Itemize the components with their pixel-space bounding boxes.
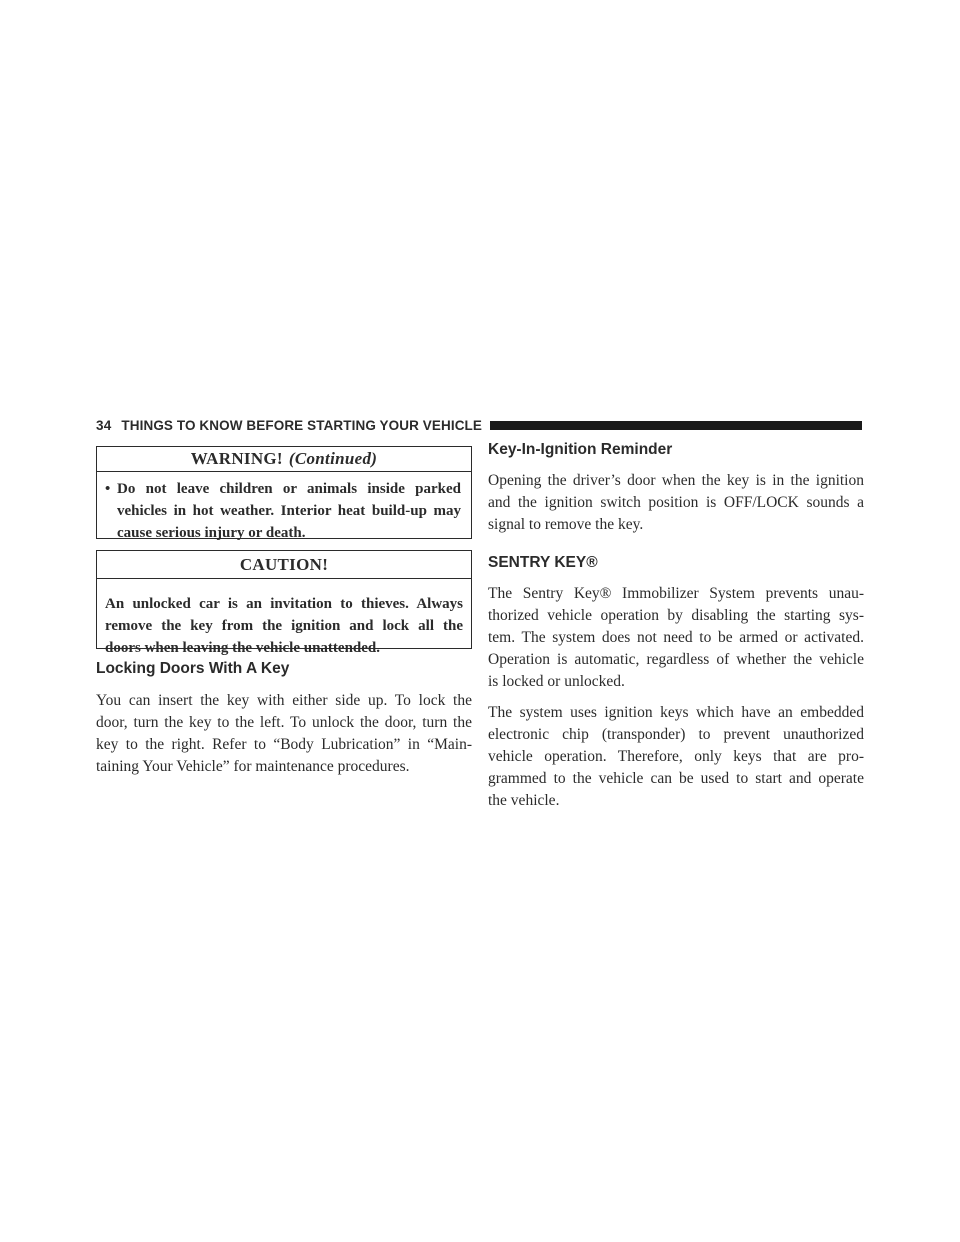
caution-text xyxy=(97,579,471,659)
paragraph-line: tem. The system does not need to be armed or activated. xyxy=(488,629,864,646)
sentry-key-paragraph-2 xyxy=(488,702,864,812)
header-rule xyxy=(490,421,862,430)
key-in-ignition-heading: Key-In-Ignition Reminder xyxy=(488,441,673,458)
paragraph-line: Operation is automatic, regardless of whether the vehicle xyxy=(488,651,864,668)
paragraph-line: is locked or unlocked. xyxy=(488,673,625,690)
caution-line: remove the key from the ignition and lock all the xyxy=(105,618,463,634)
paragraph-line: vehicle operation. Therefore, only keys that are pro- xyxy=(488,748,864,765)
warning-text xyxy=(117,478,461,544)
page-header xyxy=(96,416,862,434)
paragraph-line: The system uses ignition keys which have an embedded xyxy=(488,704,864,721)
caution-box xyxy=(96,550,472,656)
paragraph-line: key to the right. Refer to “Body Lubrication” in “Main- xyxy=(96,736,472,753)
sentry-key-heading: SENTRY KEY® xyxy=(488,554,598,571)
warning-continued: (Continued) xyxy=(288,449,378,468)
warning-line: cause serious injury or death. xyxy=(117,525,306,541)
paragraph-line: electronic chip (transponder) to prevent unauthorized xyxy=(488,726,864,743)
paragraph-line: thorized vehicle operation by disabling the starting sys- xyxy=(488,607,864,624)
page-number: 34 xyxy=(96,417,112,433)
paragraph-line: door, turn the key to the left. To unlock the door, turn the xyxy=(96,714,472,731)
paragraph-line: signal to remove the key. xyxy=(488,516,644,533)
paragraph-line: taining Your Vehicle” for maintenance procedures. xyxy=(96,758,410,775)
warning-header xyxy=(97,447,471,472)
locking-doors-heading: Locking Doors With A Key xyxy=(96,660,290,677)
locking-doors-paragraph xyxy=(96,690,472,778)
paragraph-line: and the ignition switch position is OFF/LOCK sounds a xyxy=(488,494,864,511)
warning-line: vehicles in hot weather. Interior heat build-up may xyxy=(117,503,461,519)
paragraph-line: The Sentry Key® Immobilizer System prevents unau- xyxy=(488,585,864,602)
bullet-icon: • xyxy=(105,481,111,497)
paragraph-line: grammed to the vehicle can be used to start and operate xyxy=(488,770,864,787)
left-column xyxy=(96,446,472,778)
section-title: THINGS TO KNOW BEFORE STARTING YOUR VEHICLE xyxy=(121,417,482,433)
warning-line: Do not leave children or animals inside parked xyxy=(117,481,461,497)
caution-line: doors when leaving the vehicle unattended. xyxy=(105,640,381,656)
caution-title: CAUTION! xyxy=(97,551,471,579)
key-in-ignition-paragraph xyxy=(488,470,864,536)
paragraph-line: the vehicle. xyxy=(488,792,560,809)
warning-box xyxy=(96,446,472,539)
paragraph-line: You can insert the key with either side up. To lock the xyxy=(96,692,472,709)
sentry-key-paragraph-1 xyxy=(488,583,864,693)
caution-line: An unlocked car is an invitation to thieves. Always xyxy=(105,596,463,612)
warning-title: WARNING! xyxy=(190,449,283,468)
paragraph-line: Opening the driver’s door when the key is in the ignition xyxy=(488,472,864,489)
warning-bullet-item xyxy=(97,472,471,544)
right-column xyxy=(488,440,864,812)
